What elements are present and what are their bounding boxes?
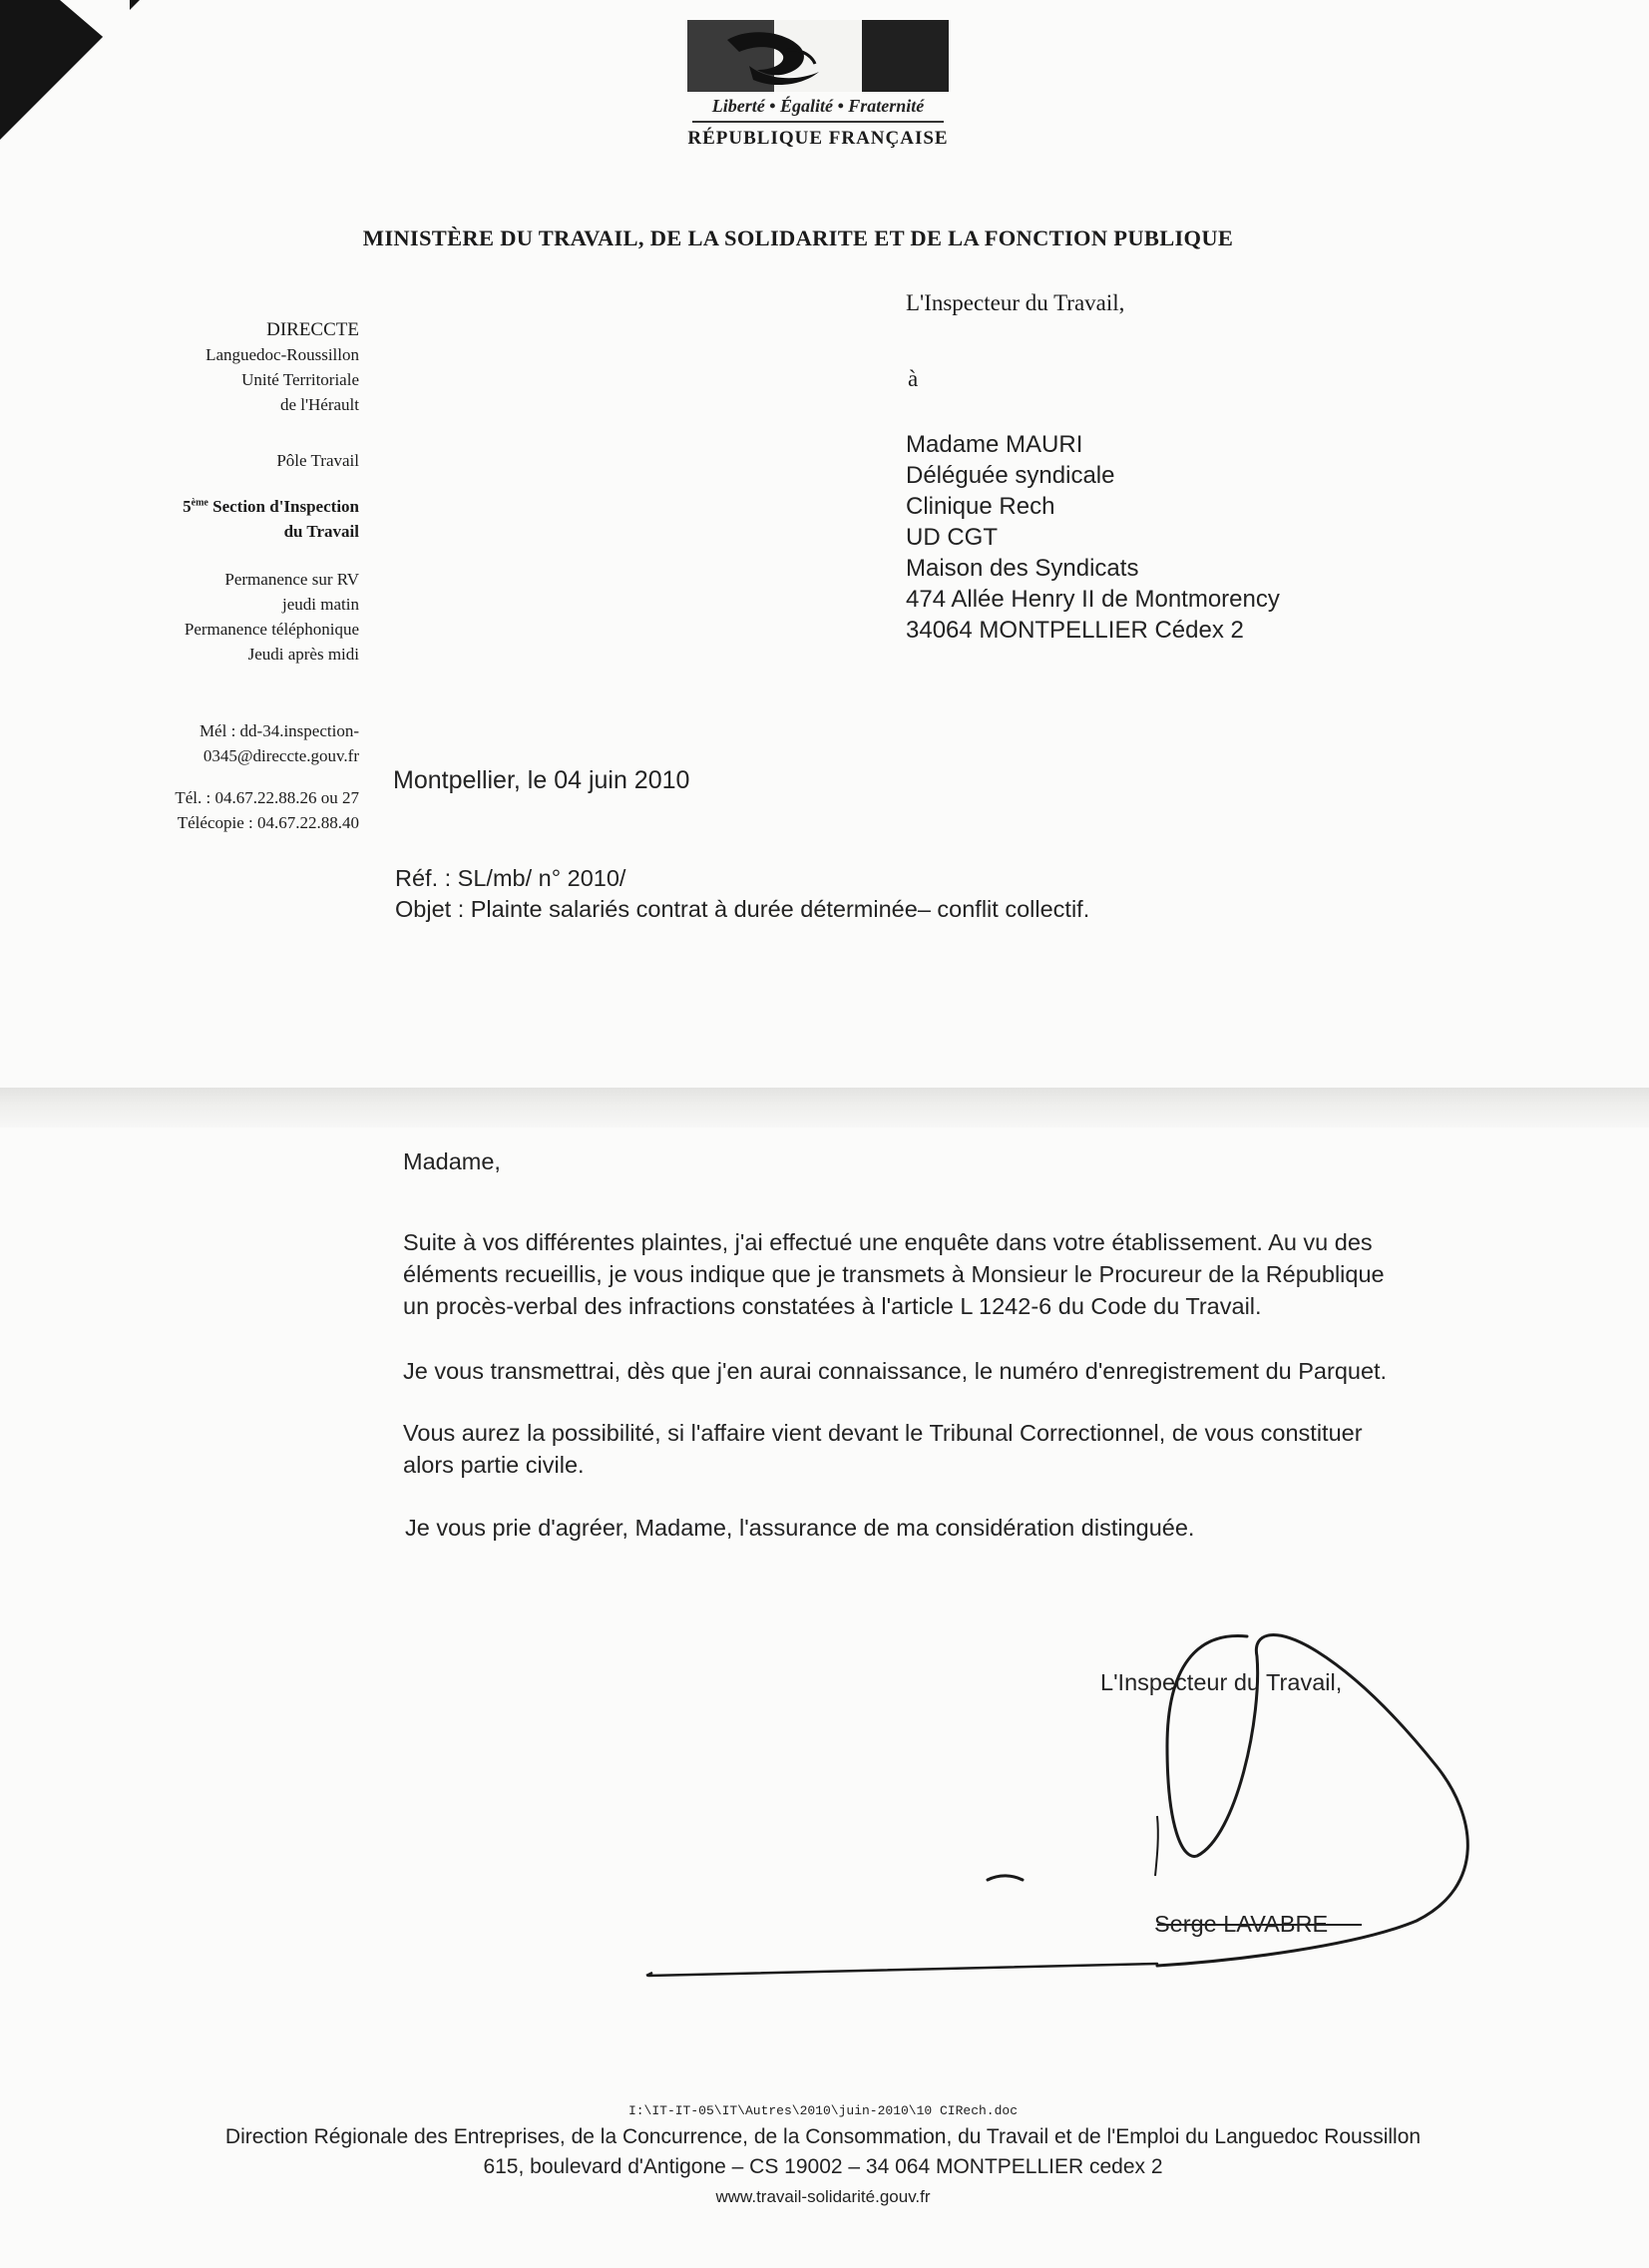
recipient-line: 474 Allée Henry II de Montmorency: [906, 586, 1280, 613]
logo-motto: Liberté • Égalité • Fraternité: [711, 96, 925, 116]
sidebar-permanence: Permanence sur RV jeudi matin Permanence téléphonique Jeudi après midi: [184, 570, 359, 664]
sidebar-tel: Tél. : 04.67.22.88.26 ou 27: [175, 788, 359, 807]
marianne-logo-icon: [687, 20, 949, 92]
page-fold-shadow: [0, 1088, 1649, 1128]
handwritten-signature: [638, 1626, 1536, 2006]
footer-address: 615, boulevard d'Antigone – CS 19002 – 34 064 MONTPELLIER cedex 2: [483, 2155, 1163, 2178]
recipient-line: Madame MAURI: [906, 431, 1083, 458]
recipient-line: UD CGT: [906, 524, 998, 551]
sidebar-contact: [30, 785, 359, 835]
paragraph-3: Vous aurez la possibilité, si l'affaire vient devant le Tribunal Correctionnel, de vous constituer alors partie civile.: [403, 1420, 1363, 1478]
signature-name: Serge LAVABRE: [1154, 1911, 1329, 1937]
logo-name: RÉPUBLIQUE FRANÇAISE: [687, 128, 949, 149]
footer-file-path: I:\IT-IT-05\IT\Autres\2010\juin-2010\10 CIRech.doc: [627, 2103, 1019, 2118]
paragraph-1: Suite à vos différentes plaintes, j'ai effectué une enquête dans votre établissement. Au vu des éléments recueillis, je vous indique que je transmets à Monsieur le Procureur de la République un procès-verbal des infractions constatées à l'article L 1242-6 du Code du Travail.: [403, 1229, 1385, 1319]
recipient-address: [906, 429, 1280, 646]
closing: Je vous prie d'agréer, Madame, l'assurance de ma considération distinguée.: [405, 1515, 1195, 1541]
signature-title: L'Inspecteur du Travail,: [1100, 1669, 1343, 1695]
republique-francaise-logo: [682, 20, 954, 160]
place-date: Montpellier, le 04 juin 2010: [393, 766, 690, 794]
sidebar-org: DIRECCTE Languedoc-Roussillon Unité Territoriale de l'Hérault: [206, 319, 359, 414]
recipient-line: Déléguée syndicale: [906, 462, 1115, 489]
sender-to: à: [908, 366, 919, 391]
sender-title: L'Inspecteur du Travail,: [906, 290, 1125, 315]
paragraph-2: Je vous transmettrai, dès que j'en aurai connaissance, le numéro d'enregistrement du Parquet.: [403, 1358, 1388, 1384]
recipient-line: Maison des Syndicats: [906, 555, 1139, 582]
footer-org: Direction Régionale des Entreprises, de la Concurrence, de la Consommation, du Travail et de l'Emploi du Languedoc Roussillon: [224, 2125, 1422, 2148]
reference: Réf. : SL/mb/ n° 2010/: [395, 865, 626, 891]
ministry-title: MINISTÈRE DU TRAVAIL, DE LA SOLIDARITE ET DE LA FONCTION PUBLIQUE: [362, 226, 1234, 250]
recipient-line: 34064 MONTPELLIER Cédex 2: [906, 617, 1244, 644]
sidebar-mail: Mél : dd-34.inspection- 0345@direccte.gouv.fr: [199, 721, 359, 765]
salutation: Madame,: [403, 1148, 501, 1174]
subject: Objet : Plainte salariés contrat à durée déterminée– conflit collectif.: [395, 896, 1090, 922]
recipient-line: Clinique Rech: [906, 493, 1055, 520]
sidebar-fax: Télécopie : 04.67.22.88.40: [177, 813, 359, 832]
sidebar-pole: Pôle Travail: [276, 451, 359, 470]
sidebar-section: 5ème Section d'Inspection du Travail: [183, 496, 359, 541]
footer-website: www.travail-solidarité.gouv.fr: [715, 2187, 931, 2206]
